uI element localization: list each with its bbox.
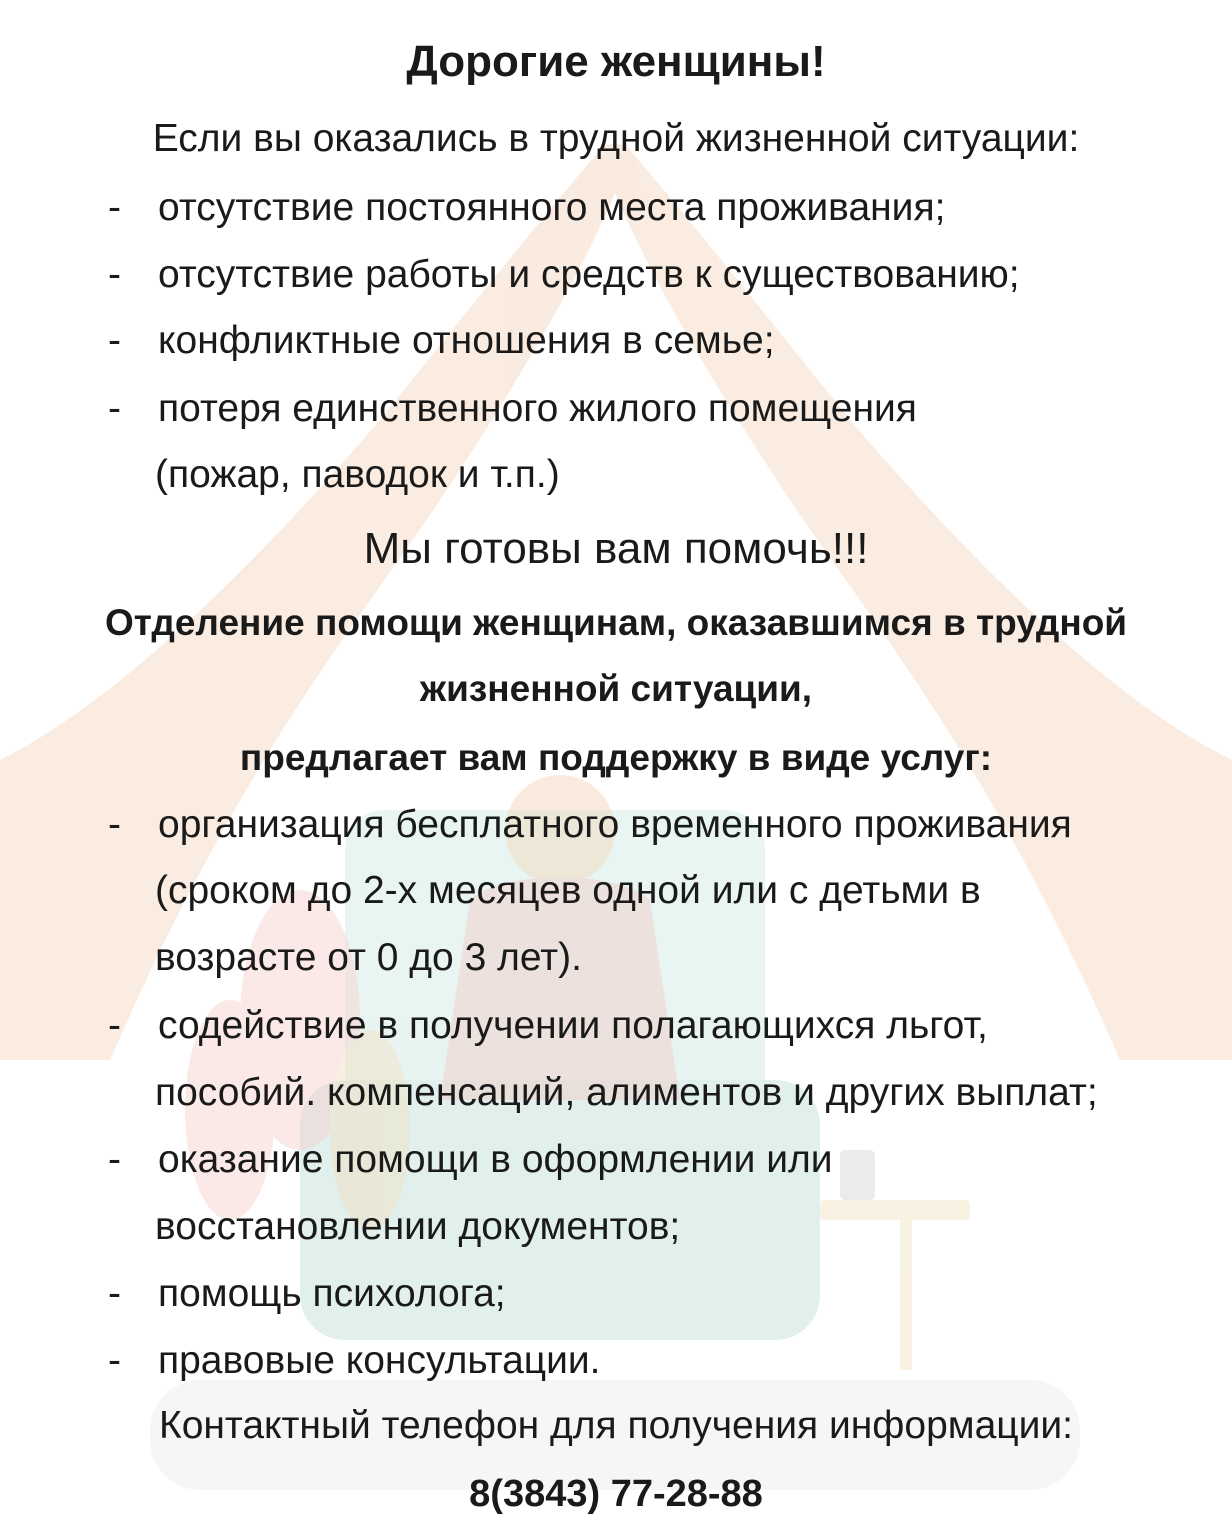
bullet-dash: - xyxy=(108,1004,121,1047)
phone-number: 8(3843) 77-28-88 xyxy=(469,1473,763,1515)
bullet-dash: - xyxy=(108,803,121,846)
bullet-dash: - xyxy=(108,186,121,229)
intro-text: Если вы оказались в трудной жизненной ситуации: xyxy=(152,117,1080,160)
service-item-continuation: возрасте от 0 до 3 лет). xyxy=(155,936,582,979)
situation-item-text: отсутствие постоянного места проживания; xyxy=(158,186,946,229)
service-item-text: организация бесплатного временного проживания xyxy=(158,803,1072,846)
department-heading-line3: предлагает вам поддержку в виде услуг: xyxy=(239,737,993,778)
help-line: Мы готовы вам помочь!!! xyxy=(363,524,869,573)
service-item-continuation: (сроком до 2-х месяцев одной или с детьми в xyxy=(155,869,981,912)
service-item-continuation: пособий. компенсаций, алиментов и других выплат; xyxy=(155,1071,1098,1114)
situation-item-text: потеря единственного жилого помещения xyxy=(158,387,917,430)
department-heading-line2: жизненной ситуации, xyxy=(419,668,813,709)
service-item-text: правовые консультации. xyxy=(158,1339,601,1382)
service-item-text: оказание помощи в оформлении или xyxy=(158,1138,833,1181)
situation-item-continuation: (пожар, паводок и т.п.) xyxy=(155,453,560,496)
bullet-dash: - xyxy=(108,319,121,362)
situation-item-text: отсутствие работы и средств к существованию; xyxy=(158,253,1020,296)
bullet-dash: - xyxy=(108,1138,121,1181)
situation-item-text: конфликтные отношения в семье; xyxy=(158,319,775,362)
service-item-continuation: восстановлении документов; xyxy=(155,1205,681,1248)
department-heading-line1: Отделение помощи женщинам, оказавшимся в трудной xyxy=(104,602,1128,643)
bullet-dash: - xyxy=(108,253,121,296)
page-title: Дорогие женщины! xyxy=(406,37,826,86)
service-item-text: помощь психолога; xyxy=(158,1272,506,1315)
contact-label: Контактный телефон для получения информации: xyxy=(158,1404,1074,1447)
bullet-dash: - xyxy=(108,387,121,430)
bullet-dash: - xyxy=(108,1272,121,1315)
service-item-text: содействие в получении полагающихся льгот, xyxy=(158,1004,988,1047)
bullet-dash: - xyxy=(108,1339,121,1382)
